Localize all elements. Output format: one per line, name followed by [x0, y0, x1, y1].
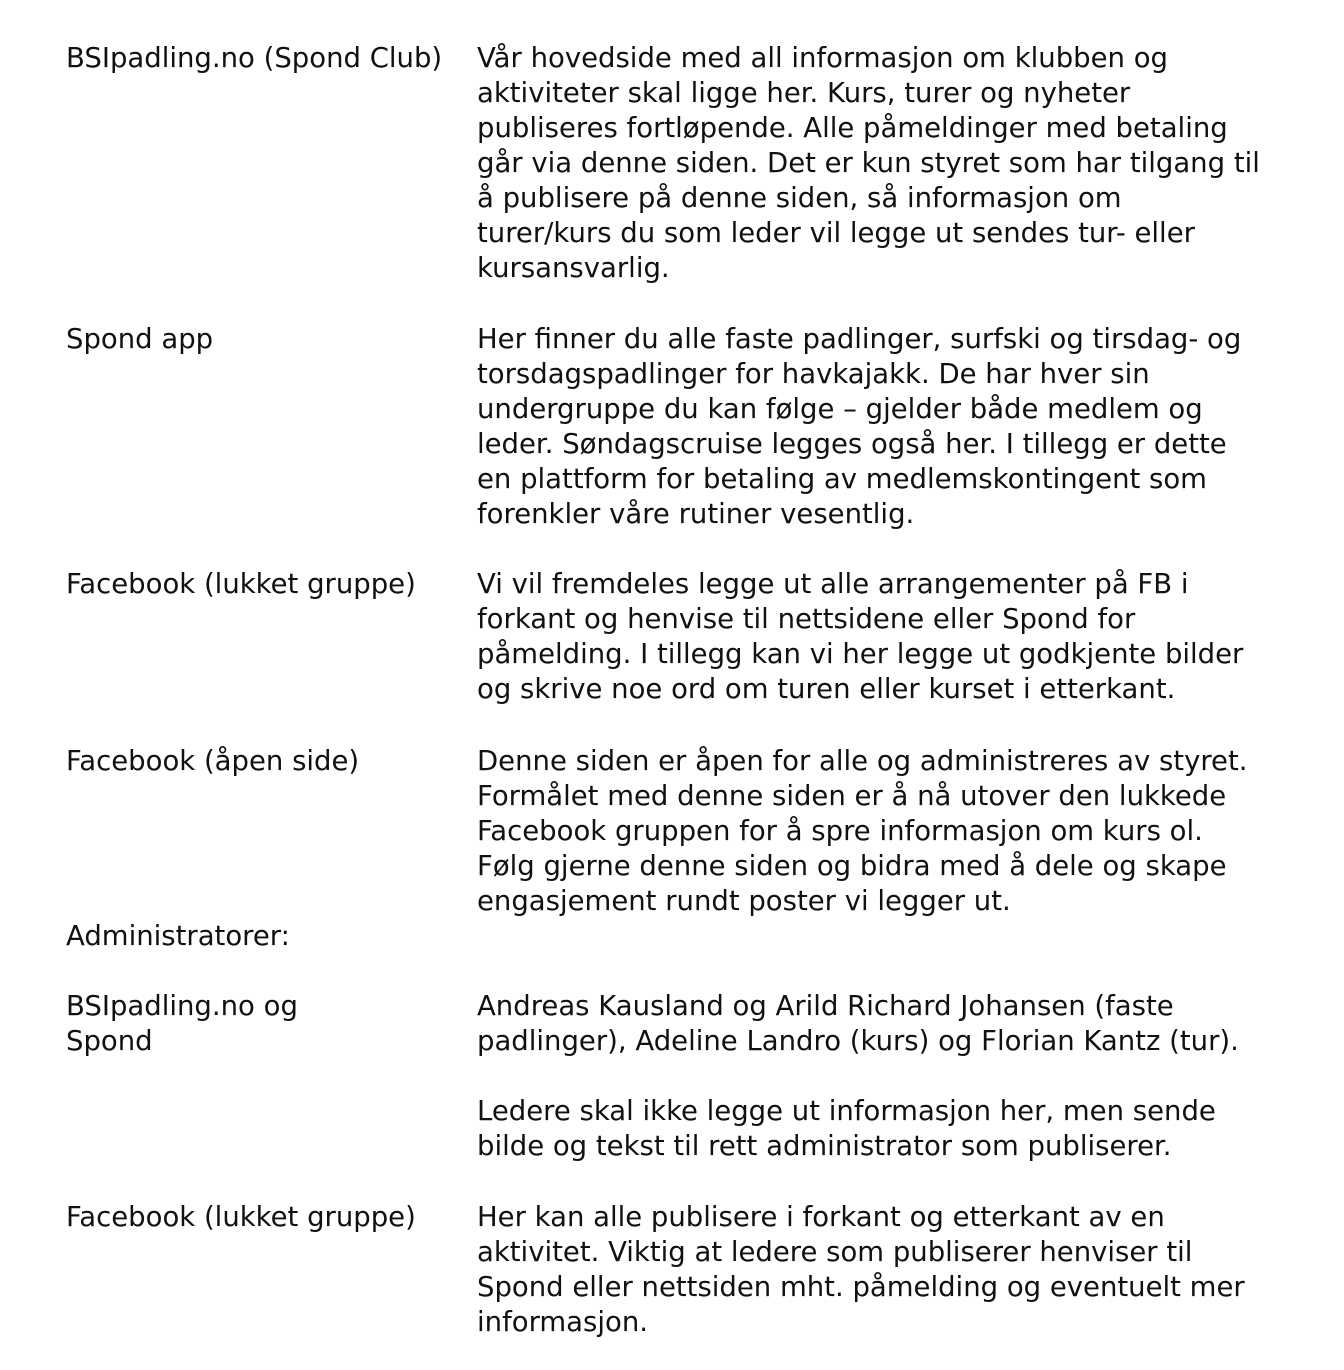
- row-label-facebook-open: Facebook (åpen side): [66, 745, 360, 777]
- admin-text-facebook-closed: Her kan alle publisere i forkant og etterkant av en aktivitet. Viktig at ledere som publiserer henviser til Spond eller nettsiden mht. påmelding og eventuelt mer informasjon.: [477, 1201, 1245, 1338]
- row-label-facebook-closed: Facebook (lukket gruppe): [66, 568, 416, 600]
- admin-text-bsipadling-spond-note: Ledere skal ikke legge ut informasjon her, men sende bilde og tekst til rett administrator som publiserer.: [477, 1095, 1216, 1162]
- admin-heading: Administratorer:: [66, 920, 290, 952]
- row-label-spond-app: Spond app: [66, 323, 214, 355]
- row-text-spond-app: Her finner du alle faste padlinger, surfski og tirsdag- og torsdagspadlinger for havkajakk. De har hver sin undergruppe du kan følge – gjelder både medlem og leder. Søndagscruise legges også her. I tillegg er dette en plattform for betaling av medlemskontingent som forenkler våre rutiner vesentlig.: [477, 323, 1242, 530]
- row-label-bsipadling: BSIpadling.no (Spond Club): [66, 42, 443, 74]
- row-text-bsipadling: Vår hovedside med all informasjon om klubben og aktiviteter skal ligge her. Kurs, turer og nyheter publiseres fortløpende. Alle påmeldinger med betaling går via denne siden. Det er kun styret som har tilgang til å publisere på denne siden, så informasjon om turer/kurs du som leder vil legge ut sendes tur- eller kursansvarlig.: [477, 42, 1260, 284]
- row-text-facebook-open: Denne siden er åpen for alle og administreres av styret. Formålet med denne siden er å nå utover den lukkede Facebook gruppen for å spre informasjon om kurs ol. Følg gjerne denne siden og bidra med å dele og skape engasjement rundt poster vi legger ut.: [477, 745, 1248, 917]
- admin-label-bsipadling-spond: BSIpadling.no og Spond: [66, 990, 298, 1057]
- admin-label-facebook-closed: Facebook (lukket gruppe): [66, 1201, 416, 1233]
- admin-text-bsipadling-spond: Andreas Kausland og Arild Richard Johansen (faste padlinger), Adeline Landro (kurs) og Florian Kantz (tur).: [477, 990, 1239, 1057]
- row-text-facebook-closed: Vi vil fremdeles legge ut alle arrangementer på FB i forkant og henvise til nettsidene eller Spond for påmelding. I tillegg kan vi her legge ut godkjente bilder og skrive noe ord om turen eller kurset i etterkant.: [477, 568, 1244, 705]
